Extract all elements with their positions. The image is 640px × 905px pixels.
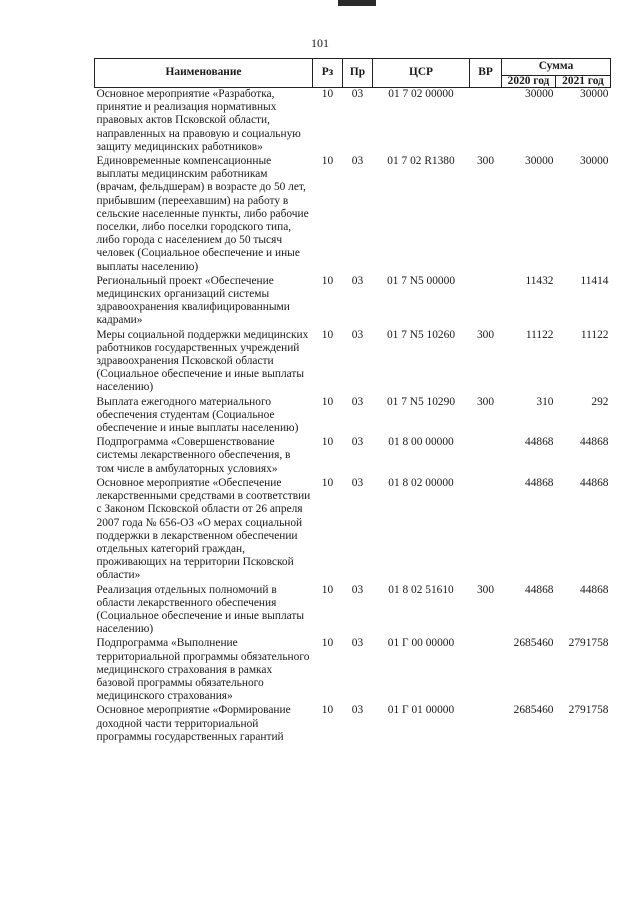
table-row bbox=[95, 329, 611, 396]
cell-csr: 01 Г 00 00000 bbox=[387, 637, 455, 650]
cell-vr bbox=[470, 704, 502, 745]
cell-pr: 03 bbox=[351, 395, 364, 408]
cell-csr: 01 8 00 00000 bbox=[388, 436, 454, 449]
cell-name: Реализация отдельных полномочий в области лекарственного обеспечения (Социальное обеспечение и иные выплаты населению) bbox=[96, 583, 305, 636]
cell-sum-2021: 44868 bbox=[580, 476, 609, 489]
cell-sum-2021: 11122 bbox=[580, 328, 609, 341]
cell-csr: 01 8 02 00000 bbox=[388, 476, 454, 489]
table-body bbox=[95, 88, 611, 745]
cell-vr bbox=[470, 637, 502, 704]
cell-rz: 10 bbox=[321, 704, 334, 717]
cell-name: Подпрограмма «Совершенствование системы лекарственного обеспечения, в том числе в амбулаторных условиях» bbox=[96, 436, 291, 475]
cell-csr: 01 7 02 R1380 bbox=[387, 155, 455, 168]
cell-vr bbox=[470, 436, 502, 477]
cell-vr bbox=[470, 477, 502, 584]
cell-csr: 01 7 N5 10260 bbox=[386, 328, 456, 341]
cell-csr: 01 Г 01 00000 bbox=[387, 704, 455, 717]
scan-artifact bbox=[338, 0, 376, 6]
cell-pr: 03 bbox=[351, 583, 364, 596]
cell-rz: 10 bbox=[321, 436, 334, 449]
cell-sum-2021: 30000 bbox=[580, 155, 609, 168]
table-row bbox=[95, 704, 611, 745]
cell-rz: 10 bbox=[321, 395, 334, 408]
table-row bbox=[95, 396, 611, 437]
table-row bbox=[95, 155, 611, 275]
cell-rz: 10 bbox=[321, 155, 334, 168]
header-year-2021: 2021 год bbox=[556, 76, 611, 88]
cell-sum-2020: 44868 bbox=[525, 583, 554, 596]
cell-sum-2021: 2791758 bbox=[568, 704, 609, 717]
cell-vr: 300 bbox=[476, 155, 495, 168]
cell-name: Единовременные компенсационные выплаты медицинским работникам (врачам, фельдшерам) в возрасте до 50 лет, прибывшим (переехавшим) на работу в сельские населенные пункты, либо рабочие поселки, либо поселки городского типа, либо города с населением до 50 тысяч человек (Социальное обеспечение и иные выплаты населению) bbox=[96, 155, 309, 273]
table-row bbox=[95, 88, 611, 156]
cell-name: Меры социальной поддержки медицинских работников государственных учреждений здравоохранения Псковской области (Социальное обеспечение и иные выплаты населению) bbox=[96, 328, 309, 394]
table-row bbox=[95, 637, 611, 704]
cell-vr bbox=[470, 275, 502, 329]
cell-pr: 03 bbox=[351, 328, 364, 341]
cell-rz: 10 bbox=[321, 328, 334, 341]
table-row bbox=[95, 275, 611, 329]
header-name: Наименование bbox=[95, 59, 313, 88]
header-pr: Пр bbox=[343, 59, 373, 88]
header-csr: ЦСР bbox=[373, 59, 470, 88]
cell-sum-2020: 44868 bbox=[525, 476, 554, 489]
cell-sum-2021: 2791758 bbox=[568, 637, 609, 650]
cell-sum-2021: 292 bbox=[591, 395, 609, 408]
cell-sum-2020: 2685460 bbox=[513, 637, 554, 650]
table-row bbox=[95, 477, 611, 584]
cell-vr: 300 bbox=[476, 328, 495, 341]
cell-csr: 01 7 N5 10290 bbox=[386, 395, 456, 408]
table-row bbox=[95, 436, 611, 477]
cell-name: Подпрограмма «Выполнение территориальной программы обязательного медицинского страхования в рамках базовой программы обязательного медицинского страхования» bbox=[96, 637, 310, 703]
cell-sum-2020: 44868 bbox=[525, 436, 554, 449]
cell-vr: 300 bbox=[476, 583, 495, 596]
cell-vr: 300 bbox=[476, 395, 495, 408]
cell-name: Выплата ежегодного материального обеспечения студентам (Социальное обеспечение и иные выплаты населению) bbox=[96, 395, 299, 435]
cell-rz: 10 bbox=[321, 274, 334, 287]
cell-rz: 10 bbox=[321, 476, 334, 489]
cell-rz: 10 bbox=[321, 583, 334, 596]
cell-sum-2020: 30000 bbox=[525, 155, 554, 168]
cell-sum-2020: 30000 bbox=[525, 88, 554, 100]
header-year-2020: 2020 год bbox=[502, 76, 556, 88]
cell-pr: 03 bbox=[351, 637, 364, 650]
cell-name: Основное мероприятие «Разработка, принятие и реализация нормативных правовых актов Псковской области, направленных на правовую и социальную защиту медицинских работников» bbox=[96, 88, 301, 153]
cell-pr: 03 bbox=[351, 274, 364, 287]
cell-csr: 01 7 02 00000 bbox=[388, 88, 454, 100]
cell-sum-2020: 310 bbox=[536, 395, 554, 408]
cell-sum-2021: 30000 bbox=[580, 88, 609, 100]
cell-name: Основное мероприятие «Обеспечение лекарственными средствами в соответствии с Законом Псковской области от 26 апреля 2007 года № 656-ОЗ «О мерах социальной поддержки в лекарственном обеспечении отдельных категорий граждан, проживающих на территории Псковской области» bbox=[96, 476, 311, 582]
cell-pr: 03 bbox=[351, 476, 364, 489]
table-row bbox=[95, 584, 611, 638]
cell-sum-2021: 44868 bbox=[580, 436, 609, 449]
cell-pr: 03 bbox=[351, 436, 364, 449]
cell-vr bbox=[470, 88, 502, 156]
header-rz: Рз bbox=[313, 59, 343, 88]
cell-rz: 10 bbox=[321, 88, 334, 100]
cell-sum-2021: 11414 bbox=[580, 274, 609, 287]
cell-name: Региональный проект «Обеспечение медицинских организаций системы здравоохранения квалифицированными кадрами» bbox=[96, 274, 290, 327]
cell-sum-2020: 11122 bbox=[525, 328, 554, 341]
header-vr: ВР bbox=[470, 59, 502, 88]
cell-sum-2020: 11432 bbox=[525, 274, 554, 287]
cell-csr: 01 8 02 51610 bbox=[388, 583, 454, 596]
cell-csr: 01 7 N5 00000 bbox=[386, 274, 456, 287]
page-number: 101 bbox=[311, 36, 329, 50]
header-sum: Сумма bbox=[502, 59, 611, 76]
cell-pr: 03 bbox=[351, 88, 364, 100]
cell-sum-2020: 2685460 bbox=[513, 704, 554, 717]
cell-pr: 03 bbox=[351, 155, 364, 168]
budget-table bbox=[94, 58, 611, 745]
cell-name: Основное мероприятие «Формирование доходной части территориальной программы государственных гарантий bbox=[96, 704, 291, 743]
cell-pr: 03 bbox=[351, 704, 364, 717]
cell-rz: 10 bbox=[321, 637, 334, 650]
cell-sum-2021: 44868 bbox=[580, 583, 609, 596]
